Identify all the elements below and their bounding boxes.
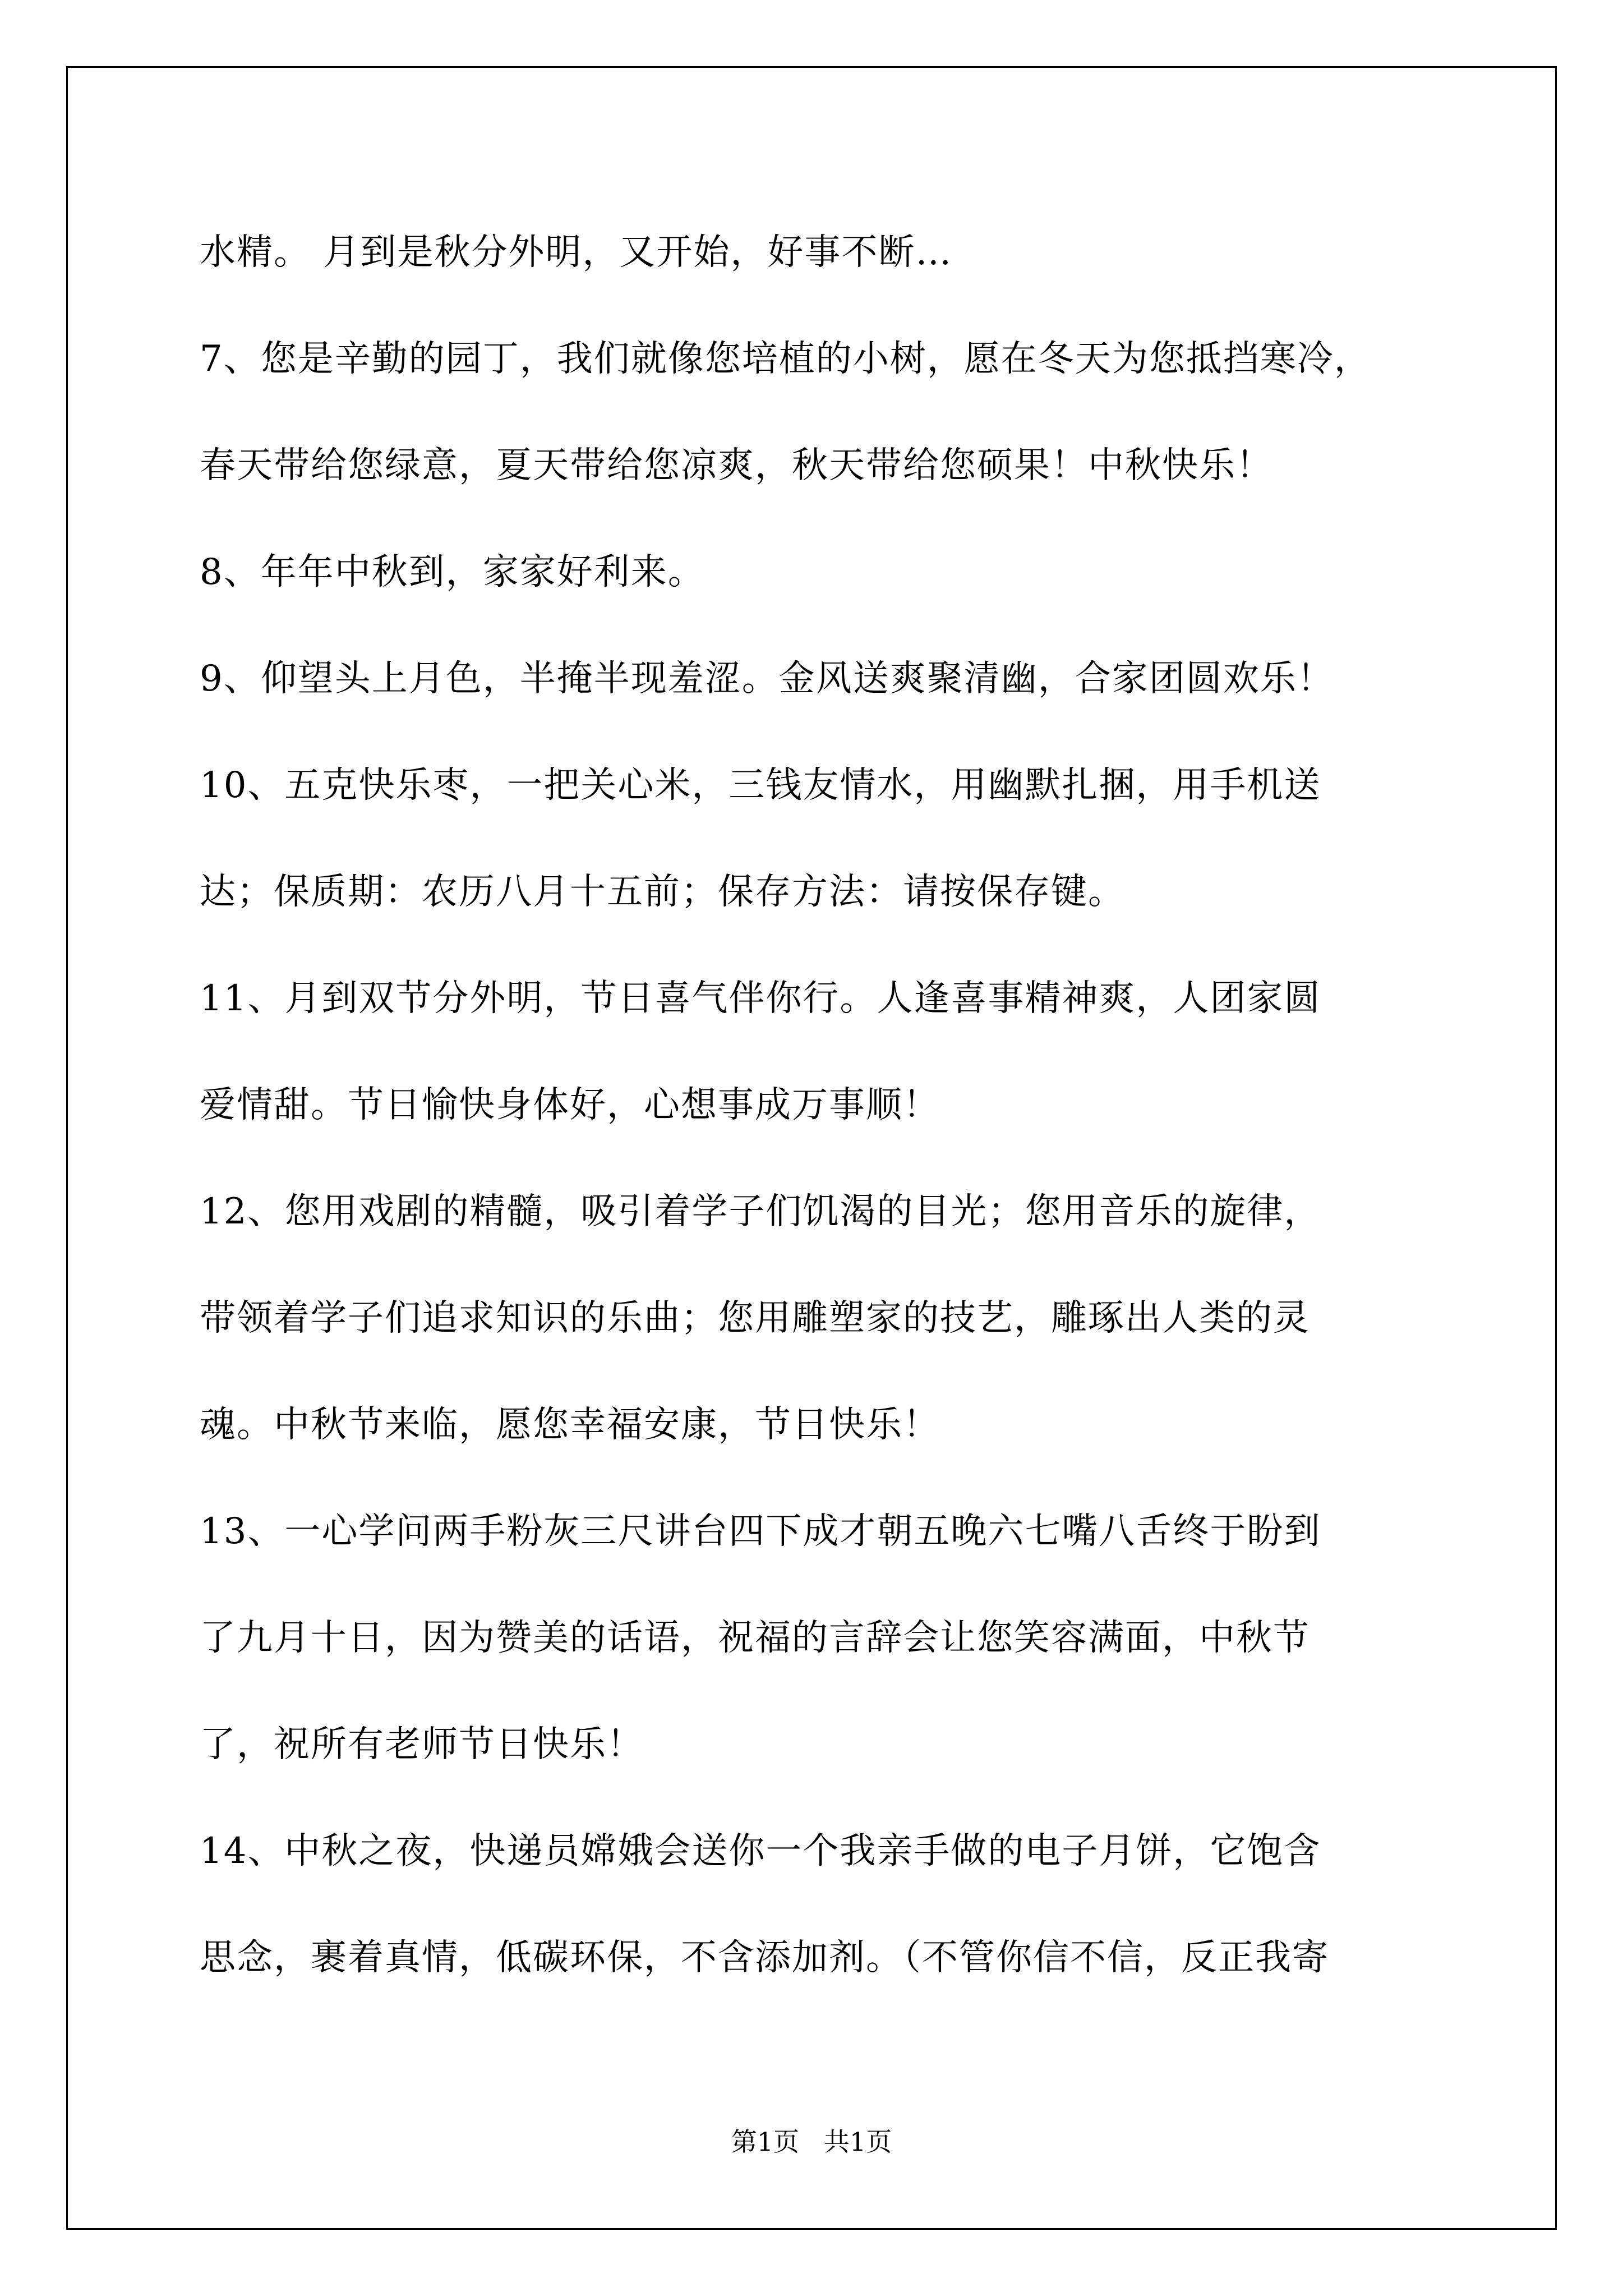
text-line: 水精。 月到是秋分外明，又开始，好事不断… <box>200 232 953 273</box>
text-line: 13、一心学问两手粉灰三尺讲台四下成才朝五晚六七嘴八舌终于盼到 <box>200 1511 1321 1552</box>
page-border <box>66 66 1557 2230</box>
text-line: 春天带给您绿意，夏天带给您凉爽，秋天带给您硕果！中秋快乐！ <box>200 445 1273 486</box>
text-line: 爱情甜。节日愉快身体好，心想事成万事顺！ <box>200 1084 940 1126</box>
text-line: 思念，裹着真情，低碳环保，不含添加剂。（不管你信不信，反正我寄 <box>200 1937 1329 1978</box>
text-line: 魂。中秋节来临，愿您幸福安康，节日快乐！ <box>200 1404 940 1446</box>
text-line: 9、仰望头上月色，半掩半现羞涩。金风送爽聚清幽，合家团圆欢乐！ <box>200 658 1334 700</box>
text-line: 了，祝所有老师节日快乐！ <box>200 1724 644 1765</box>
text-line: 10、五克快乐枣，一把关心米，三钱友情水，用幽默扎捆，用手机送 <box>200 765 1321 806</box>
text-line: 14、中秋之夜，快递员嫦娥会送你一个我亲手做的电子月饼，它饱含 <box>200 1830 1321 1872</box>
text-line: 达；保质期：农历八月十五前；保存方法：请按保存键。 <box>200 871 1125 913</box>
text-line: 7、您是辛勤的园丁，我们就像您培植的小树，愿在冬天为您抵挡寒冷， <box>200 338 1371 380</box>
text-line: 了九月十日，因为赞美的话语，祝福的言辞会让您笑容满面，中秋节 <box>200 1617 1310 1659</box>
text-line: 带领着学子们追求知识的乐曲；您用雕塑家的技艺，雕琢出人类的灵 <box>200 1297 1310 1339</box>
text-line: 12、您用戏剧的精髓，吸引着学子们饥渴的目光；您用音乐的旋律， <box>200 1191 1321 1232</box>
text-line: 11、月到双节分外明，节日喜气伴你行。人逢喜事精神爽，人团家圆 <box>200 978 1321 1019</box>
text-line: 8、年年中秋到，家家好利来。 <box>200 551 705 593</box>
page-footer: 第1页 共1页 <box>731 2127 892 2157</box>
